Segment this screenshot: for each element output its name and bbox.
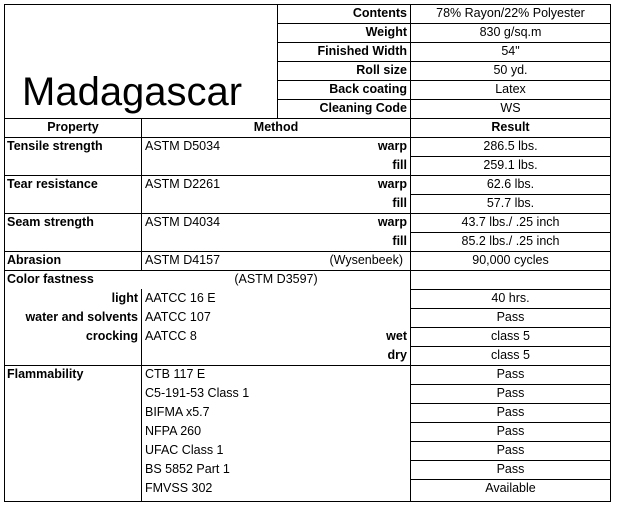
spec-label-roll-size: Roll size [356,63,407,77]
result-crocking-dry: class 5 [491,348,530,362]
border-right [610,4,611,502]
result-tear-warp: 62.6 lbs. [486,177,535,191]
result-flammability: Pass [496,443,525,457]
property-colorfastness: Color fastness [7,272,94,286]
direction-warp: warp [377,215,407,229]
result-flammability: Pass [496,462,525,476]
result-tensile-fill: 259.1 lbs. [483,158,538,172]
spec-label-back-coating: Back coating [329,82,407,96]
crocking-wet-label: wet [386,329,407,343]
method-abrasion: ASTM D4157 [145,253,221,267]
method-flammability: NFPA 260 [145,424,202,438]
method-flammability: UFAC Class 1 [145,443,224,457]
border-left [4,4,5,502]
direction-fill: fill [392,196,407,210]
result-flammability: Pass [496,405,525,419]
fabric-name: Madagascar [22,70,243,114]
method-flammability: BIFMA x5.7 [145,405,210,419]
method-flammability: CTB 117 E [145,367,206,381]
spec-sheet [4,4,611,502]
subproperty-light: light [111,291,138,305]
result-light: 40 hrs. [491,291,530,305]
direction-warp: warp [377,139,407,153]
header-property: Property [47,120,99,134]
result-abrasion: 90,000 cycles [472,253,549,267]
result-crocking-wet: class 5 [491,329,530,343]
property-tear: Tear resistance [7,177,98,191]
result-tensile-warp: 286.5 lbs. [483,139,538,153]
result-seam-warp: 43.7 lbs./ .25 inch [461,215,560,229]
method-crocking: AATCC 8 [145,329,197,343]
method-seam: ASTM D4034 [145,215,221,229]
method-light: AATCC 16 E [145,291,216,305]
method-flammability: C5-191-53 Class 1 [145,386,250,400]
method-note-colorfastness: (ASTM D3597) [234,272,318,286]
subproperty-crocking: crocking [85,329,138,343]
direction-fill: fill [392,234,407,248]
spec-value-roll-size: 50 yd. [493,63,528,77]
result-water-solvents: Pass [496,310,525,324]
spec-value-weight: 830 g/sq.m [479,25,542,39]
method-tensile: ASTM D5034 [145,139,221,153]
spec-value-cleaning-code: WS [500,101,521,115]
border-bottom [4,501,611,502]
method-water-solvents: AATCC 107 [145,310,211,324]
spec-label-contents: Contents [352,6,407,20]
property-seam: Seam strength [7,215,94,229]
spec-label-weight: Weight [365,25,407,39]
rule [141,118,142,271]
property-abrasion: Abrasion [7,253,62,267]
result-seam-fill: 85.2 lbs./ .25 inch [461,234,560,248]
property-tensile: Tensile strength [7,139,103,153]
rule [141,289,142,502]
spec-value-width: 54" [501,44,520,58]
spec-label-width: Finished Width [317,44,407,58]
spec-value-contents: 78% Rayon/22% Polyester [436,6,585,20]
result-tear-fill: 57.7 lbs. [486,196,535,210]
header-method: Method [253,120,299,134]
property-flammability: Flammability [7,367,84,381]
method-note-abrasion: (Wysenbeek) [329,253,403,267]
result-flammability: Available [485,481,536,495]
method-flammability: BS 5852 Part 1 [145,462,230,476]
direction-fill: fill [392,158,407,172]
method-tear: ASTM D2261 [145,177,221,191]
header-result: Result [491,120,530,134]
spec-value-back-coating: Latex [495,82,526,96]
crocking-dry-label: dry [387,348,407,362]
subproperty-water-solvents: water and solvents [25,310,138,324]
result-flammability: Pass [496,367,525,381]
direction-warp: warp [377,177,407,191]
spec-label-cleaning-code: Cleaning Code [319,101,407,115]
result-flammability: Pass [496,424,525,438]
method-flammability: FMVSS 302 [145,481,213,495]
rule [277,4,278,119]
result-flammability: Pass [496,386,525,400]
